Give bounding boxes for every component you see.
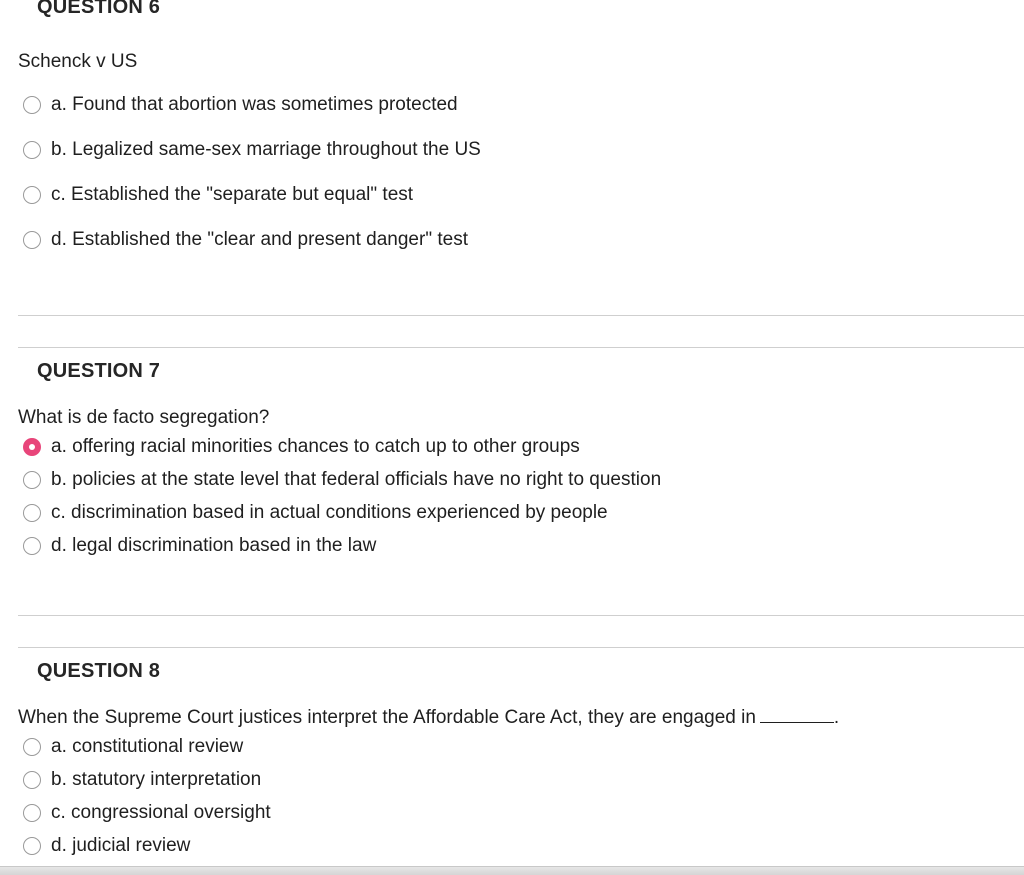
radio-button[interactable]: [23, 837, 41, 855]
q8-option-b-label: b. statutory interpretation: [51, 769, 262, 790]
q7-option-a[interactable]: [23, 434, 580, 460]
section-divider: [18, 347, 1024, 348]
q6-option-a[interactable]: [23, 92, 458, 118]
radio-button[interactable]: [23, 504, 41, 522]
q8-option-c[interactable]: [23, 800, 271, 826]
section-divider: [18, 647, 1024, 648]
q6-option-b-label: b. Legalized same-sex marriage throughout the US: [51, 139, 481, 160]
question-7-text: What is de facto segregation?: [18, 407, 270, 428]
q6-option-c[interactable]: [23, 182, 413, 208]
radio-button[interactable]: [23, 186, 41, 204]
q7-option-d-label: d. legal discrimination based in the law: [51, 535, 377, 556]
radio-button[interactable]: [23, 96, 41, 114]
q8-option-c-label: c. congressional oversight: [51, 802, 271, 823]
horizontal-scrollbar[interactable]: [0, 866, 1024, 875]
q8-option-b[interactable]: [23, 767, 261, 793]
q7-option-c[interactable]: [23, 500, 608, 526]
radio-button[interactable]: [23, 231, 41, 249]
radio-button[interactable]: [23, 771, 41, 789]
radio-button-selected[interactable]: [23, 438, 41, 456]
question-8-period: .: [833, 707, 840, 728]
q8-option-d-label: d. judicial review: [51, 835, 191, 856]
question-6-text: Schenck v US: [18, 51, 138, 72]
q6-option-d-label: d. Established the "clear and present danger" test: [51, 229, 468, 250]
question-6-heading: QUESTION 6: [37, 0, 161, 18]
q6-option-b[interactable]: [23, 137, 481, 163]
q6-option-a-label: a. Found that abortion was sometimes protected: [51, 94, 458, 115]
q6-option-d[interactable]: [23, 227, 468, 253]
section-divider: [18, 615, 1024, 616]
question-8-prompt: When the Supreme Court justices interpret the Affordable Care Act, they are engaged in: [18, 707, 756, 728]
question-8-text: [18, 707, 839, 729]
radio-button[interactable]: [23, 738, 41, 756]
radio-button[interactable]: [23, 537, 41, 555]
radio-button[interactable]: [23, 804, 41, 822]
q7-option-b[interactable]: [23, 467, 661, 493]
q8-option-a[interactable]: [23, 734, 243, 760]
q8-option-d[interactable]: [23, 833, 190, 859]
q6-option-c-label: c. Established the "separate but equal" test: [51, 184, 414, 205]
q8-option-a-label: a. constitutional review: [51, 736, 244, 757]
radio-button[interactable]: [23, 471, 41, 489]
q7-option-b-label: b. policies at the state level that federal officials have no right to question: [51, 469, 662, 490]
question-7-heading: QUESTION 7: [37, 360, 161, 382]
q7-option-c-label: c. discrimination based in actual conditions experienced by people: [51, 502, 608, 523]
fill-in-blank: [760, 708, 834, 723]
radio-button[interactable]: [23, 141, 41, 159]
q7-option-a-label: a. offering racial minorities chances to catch up to other groups: [51, 436, 580, 457]
q7-option-d[interactable]: [23, 533, 376, 559]
section-divider: [18, 315, 1024, 316]
question-8-heading: QUESTION 8: [37, 660, 161, 682]
